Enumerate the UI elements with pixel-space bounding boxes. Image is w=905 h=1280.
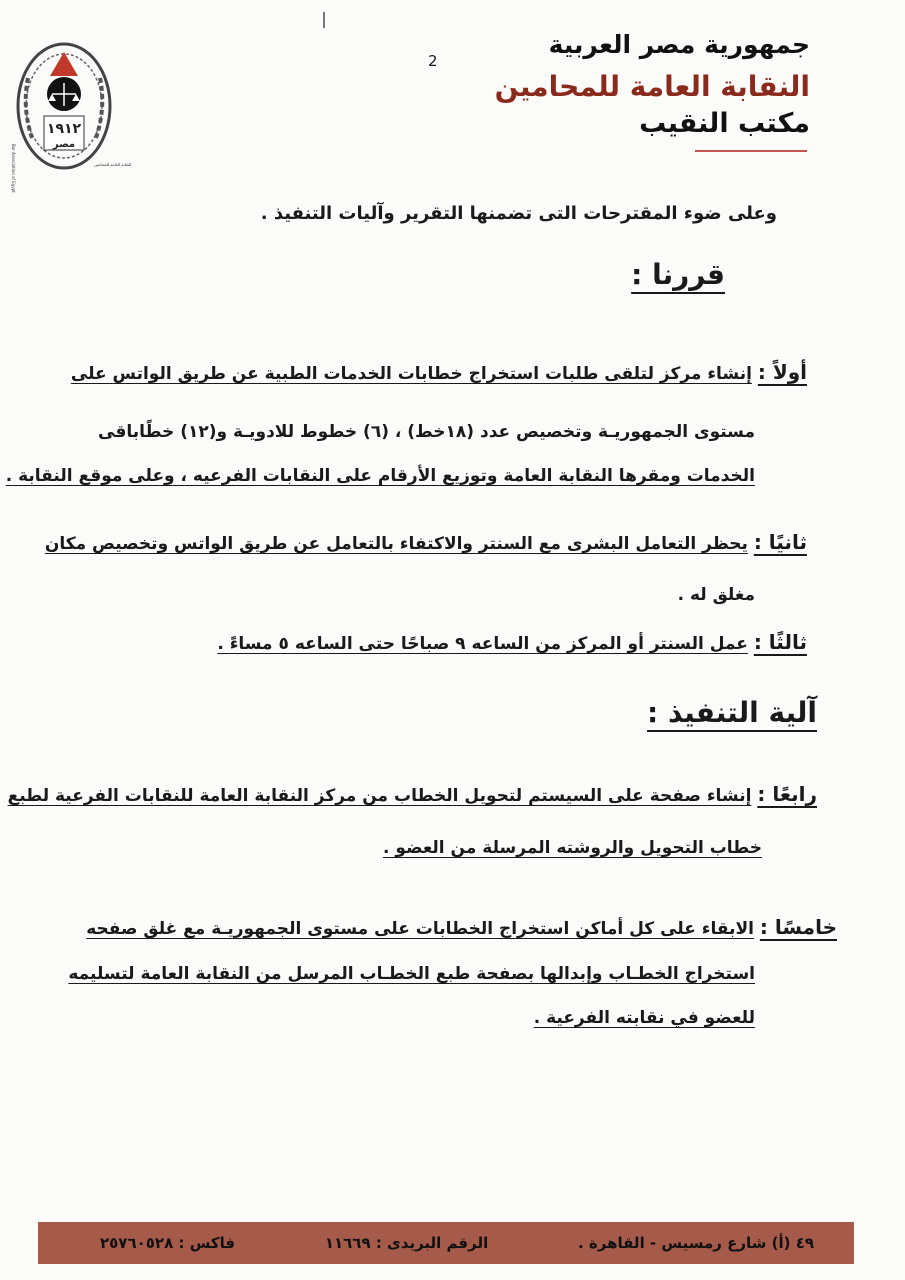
logo-arc-left: Bar Association of Egypt bbox=[11, 144, 16, 193]
item-line: عمل السنتر أو المركز من الساعه ٩ صباحًا حتى الساعه ٥ مساءً . bbox=[217, 634, 748, 654]
footer-band bbox=[38, 1222, 854, 1264]
page-number: 2 bbox=[428, 52, 438, 70]
mechanism-heading: آلية التنفيذ : bbox=[647, 696, 817, 729]
item-line: خطاب التحويل والروشته المرسلة من العضو . bbox=[383, 838, 762, 858]
intro-text: وعلى ضوء المقترحات التى تضمنها التقرير وآليات التنفيذ . bbox=[260, 203, 777, 224]
item-label: رابعًا : bbox=[757, 782, 817, 806]
item-line: يحظر التعامل البشرى مع السنتر والاكتفاء بالتعامل عن طريق الواتس وتخصيص مكان bbox=[44, 534, 748, 554]
decided-heading: قررنا : bbox=[631, 258, 725, 291]
item-line: استخراج الخطـاب وإبدالها بصفحة طبع الخطـاب المرسل من النقابة العامة لتسليمه bbox=[68, 964, 755, 984]
scan-mark bbox=[323, 12, 325, 28]
item-line: إنشاء صفحة على السيستم لتحويل الخطاب من مركز النقابة العامة للنقابات الفرعية لطبع bbox=[7, 786, 752, 806]
item-line: مستوى الجمهوريـة وتخصيص عدد (١٨خط) ، (٦) خطوط للادويـة و(١٢) خطًاباقى bbox=[98, 422, 755, 442]
item-label: ثالثًا : bbox=[753, 630, 807, 654]
header-divider bbox=[695, 150, 807, 152]
item-line: الابقاء على كل أماكن استخراج الخطابات على مستوى الجمهوريـة مع غلق صفحه bbox=[86, 919, 754, 939]
item-line: مغلق له . bbox=[677, 585, 755, 605]
footer-fax: فاكس : ٢٥٧٦٠٥٢٨ bbox=[100, 1234, 236, 1252]
item-label: خامسًا : bbox=[759, 915, 837, 939]
item-label: أولاً : bbox=[757, 360, 807, 384]
header-syndicate: النقابة العامة للمحامين bbox=[494, 70, 810, 103]
item-line: للعضو في نقابته الفرعية . bbox=[533, 1008, 755, 1028]
header-country: جمهورية مصر العربية bbox=[548, 30, 810, 59]
item-second bbox=[45, 530, 807, 554]
footer-postal: الرقم البريدى : ١١٦٦٩ bbox=[324, 1234, 489, 1252]
item-third bbox=[217, 630, 807, 654]
header-office: مكتب النقيب bbox=[639, 108, 810, 139]
item-fourth bbox=[8, 782, 817, 806]
logo-emblem-icon bbox=[11, 38, 132, 193]
item-label: ثانيًا : bbox=[753, 530, 807, 554]
footer-address: ٤٩ (أ) شارع رمسيس - القاهرة . bbox=[578, 1234, 814, 1252]
item-first bbox=[71, 360, 807, 384]
item-fifth bbox=[86, 915, 837, 939]
logo-city: مصر bbox=[52, 139, 76, 150]
item-line: الخدمات ومقرها النقابة العامة وتوزيع الأرقام على النقابات الفرعيه ، وعلى موقع النقابة . bbox=[5, 466, 755, 486]
bar-association-logo bbox=[11, 38, 132, 193]
logo-year: ١٩١٢ bbox=[46, 121, 82, 137]
logo-arc-right: النقابة العامة للمحامين bbox=[94, 162, 132, 167]
item-line: إنشاء مركز لتلقى طلبات استخراج خطابات الخدمات الطبية عن طريق الواتس على bbox=[70, 364, 752, 384]
